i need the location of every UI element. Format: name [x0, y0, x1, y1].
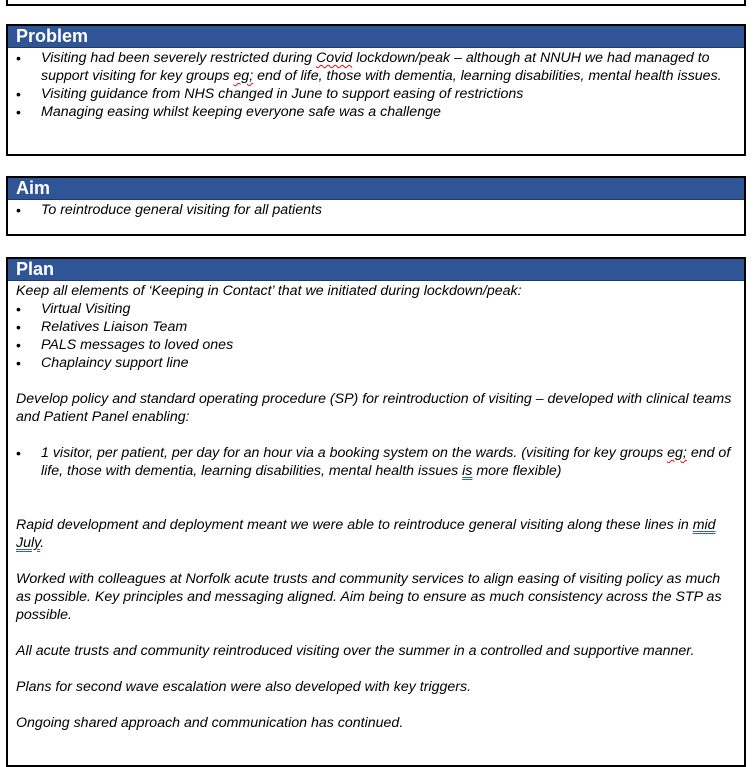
spelling-flag: Covid — [315, 50, 353, 66]
list-item: • Visiting had been severely restricted during Covid lockdown/peak – although at NNUH we had managed to support visiting for key groups eg; end of life, those with dementia, learning disabilities, mental health issues. — [16, 49, 738, 85]
list-item: • 1 visitor, per patient, per day for an hour via a booking system on the wards. (visiting for key groups eg; end of life, those with dementia, learning disabilities, mental health issues is more flexible) — [16, 444, 738, 480]
list-item: • Relatives Liaison Team — [16, 318, 738, 336]
aim-body — [8, 200, 744, 219]
ongoing-paragraph: Ongoing shared approach and communication has continued. — [16, 715, 404, 731]
spelling-flag: eg; — [233, 68, 254, 84]
keeping-in-contact-list — [16, 300, 738, 372]
visiting-rules-list — [16, 444, 738, 480]
policy-paragraph: Develop policy and standard operating procedure (SP) for reintroduction of visiting – developed with clinical teams and Patient Panel enabling: — [16, 391, 732, 425]
plan-section — [6, 257, 746, 767]
aim-list — [16, 201, 738, 219]
aim-section — [6, 176, 746, 236]
acute-paragraph: All acute trusts and community reintroduced visiting over the summer in a controlled and supportive manner. — [16, 643, 695, 659]
previous-section-border — [6, 0, 746, 6]
list-item: • Visiting guidance from NHS changed in June to support easing of restrictions — [16, 85, 738, 103]
grammar-flag: mid July — [16, 517, 716, 551]
list-item: • Chaplaincy support line — [16, 354, 738, 372]
list-item: • Virtual Visiting — [16, 300, 738, 318]
problem-list — [16, 49, 738, 121]
aim-header: Aim — [8, 178, 744, 200]
problem-section — [6, 24, 746, 156]
grammar-flag: is — [462, 463, 473, 479]
plan-header: Plan — [8, 259, 744, 281]
problem-body — [8, 48, 744, 121]
rapid-paragraph: Rapid development and deployment meant we were able to reintroduce general visiting along these lines in mid July. — [16, 517, 716, 551]
list-item: • To reintroduce general visiting for all patients — [16, 201, 738, 219]
plan-body — [8, 281, 744, 732]
plans-paragraph: Plans for second wave escalation were also developed with key triggers. — [16, 679, 472, 695]
worked-paragraph: Worked with colleagues at Norfolk acute trusts and community services to align easing of visiting policy as much as possible. Key principles and messaging aligned. Aim being to ensure as much consistency across the STP as possible. — [16, 571, 722, 623]
spelling-flag: eg; — [667, 445, 687, 461]
problem-header: Problem — [8, 26, 744, 48]
list-item: • PALS messages to loved ones — [16, 336, 738, 354]
list-item: • Managing easing whilst keeping everyone safe was a challenge — [16, 103, 738, 121]
plan-intro: Keep all elements of ‘Keeping in Contact’ that we initiated during lockdown/peak: — [16, 283, 522, 299]
